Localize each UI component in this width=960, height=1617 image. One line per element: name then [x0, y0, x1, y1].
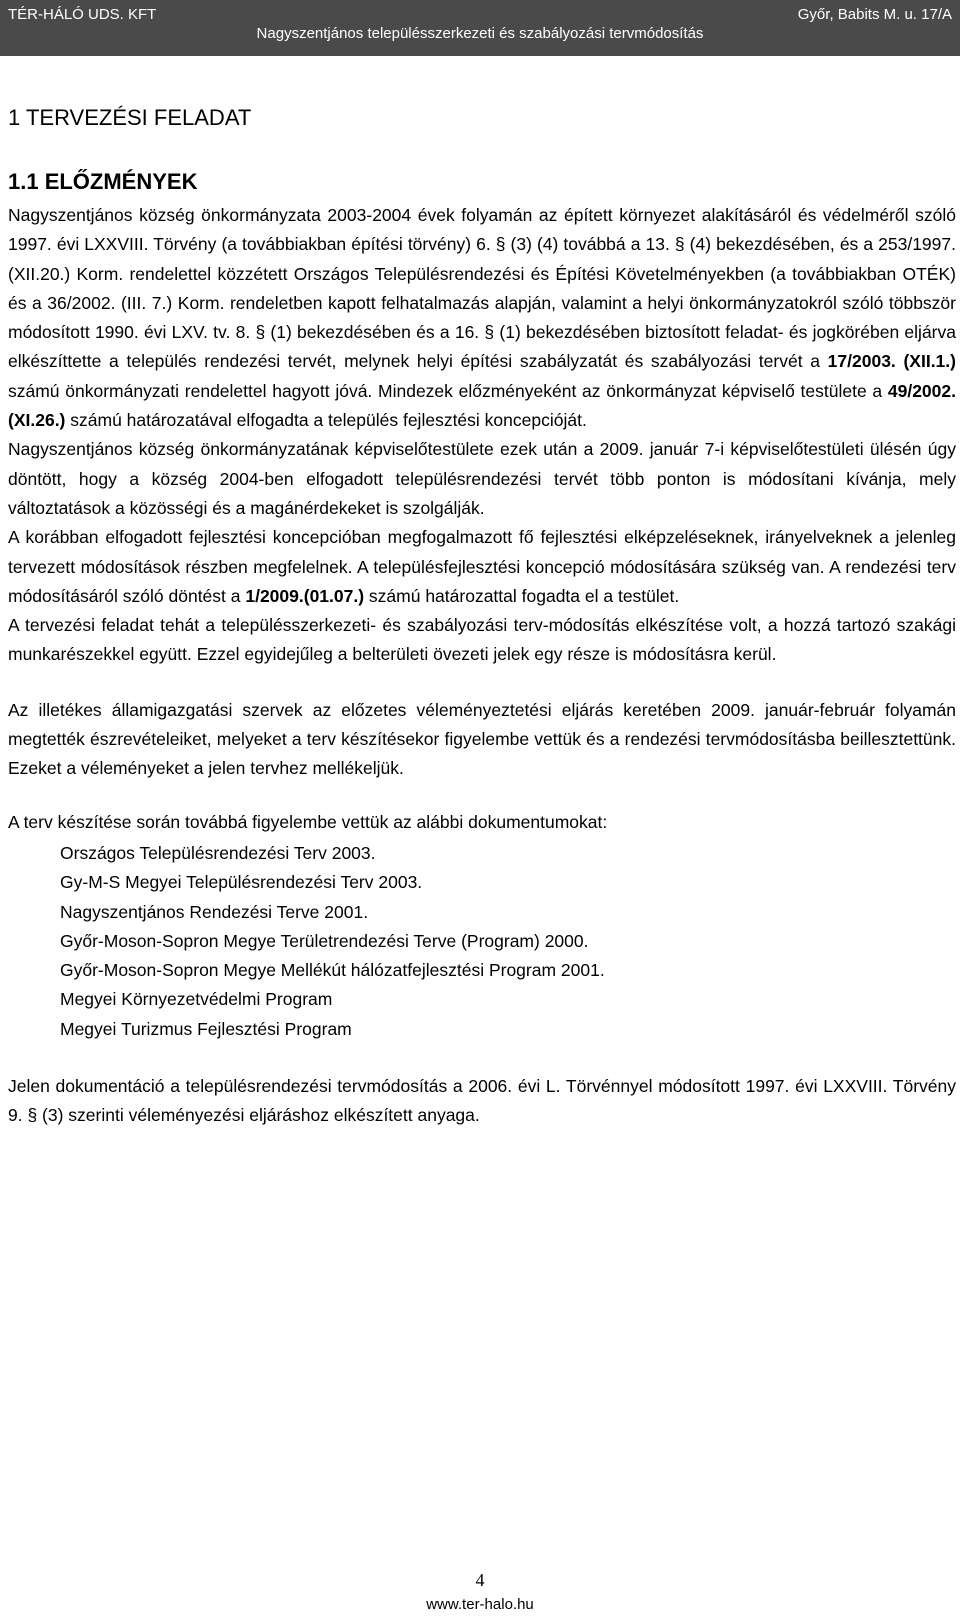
list-item: Nagyszentjános Rendezési Terve 2001.	[60, 901, 369, 922]
decision-reference: 1/2009.(01.07.)	[245, 585, 365, 606]
list-item: Gy-M-S Megyei Településrendezési Terv 2003.	[60, 872, 423, 893]
paragraph-history-end: számú határozatával elfogadta a település fejlesztési koncepcióját.	[65, 410, 587, 431]
paragraph-authorities: Az illetékes államigazgatási szervek az előzetes véleményeztetési eljárás keretében 2009. január-február folyamán megtették észrevételeiket, melyeket a terv készítésekor figyelembe vettük és a rendezési tervmódosításba beillesztettünk. Ezeket a véleményeket a jelen tervhez mellékeljük.	[8, 699, 956, 779]
subsection-heading: 1.1 ELŐZMÉNYEK	[8, 169, 198, 194]
paragraph-documentation: Jelen dokumentáció a településrendezési tervmódosítás a 2006. évi L. Törvénnyel módosított 1997. évi LXXVIII. Törvény 9. § (3) szerinti véleményezési eljáráshoz elkészített anyaga.	[8, 1076, 956, 1126]
paragraph-documents-intro: A terv készítése során továbbá figyelembe vettük az alábbi dokumentumokat:	[8, 811, 608, 832]
company-address: Győr, Babits M. u. 17/A	[797, 6, 952, 23]
page-number: 4	[475, 1570, 485, 1590]
list-item: Megyei Turizmus Fejlesztési Program	[60, 1018, 352, 1039]
paragraph-concept-text: A korábban elfogadott fejlesztési koncepcióban megfogalmazott fő fejlesztési elképzeléseknek, irányelveknek a jelenleg tervezett módosítások részben megfelelnek. A településfejlesztési koncepció módosítására szükség van. A rendezési terv módosításáról szóló döntést a	[8, 527, 956, 606]
list-item: Országos Településrendezési Terv 2003.	[60, 842, 376, 863]
paragraph-concept-end: számú határozattal fogadta el a testület.	[364, 585, 680, 606]
resolution-reference: 49/2002. (XI.26.)	[8, 380, 956, 431]
decree-reference: 17/2003. (XII.1.)	[827, 351, 956, 372]
reference-list	[60, 839, 956, 1044]
company-name: TÉR-HÁLÓ UDS. KFT	[8, 6, 157, 23]
document-body	[8, 105, 956, 1131]
section-heading: 1 TERVEZÉSI FELADAT	[8, 105, 252, 130]
paragraph-history	[8, 201, 956, 435]
document-subtitle: Nagyszentjános településszerkezeti és szabályozási tervmódosítás	[256, 25, 704, 42]
paragraph-history-middle: számú önkormányzati rendelettel hagyott jóvá. Mindezek előzményeként az önkormányzat képviselő testülete a	[8, 380, 888, 401]
page-header	[0, 0, 960, 56]
list-item: Győr-Moson-Sopron Megye Mellékút hálózatfejlesztési Program 2001.	[60, 960, 605, 981]
paragraph-decision: Nagyszentjános község önkormányzatának képviselőtestülete ezek után a 2009. január 7-i képviselőtestületi ülésén úgy döntött, hogy a község 2004-ben elfogadott településrendezési tervét több ponton is módosítani kívánja, mely változtatások a közösségi és a magánérdekeket is szolgálják.	[8, 439, 956, 518]
paragraph-task: A tervezési feladat tehát a településszerkezeti- és szabályozási terv-módosítás elkészítése volt, a hozzá tartozó szakági munkarészekkel együtt. Ezzel egyidejűleg a belterületi övezeti jelek egy része is módosításra kerül.	[8, 615, 956, 665]
list-item: Megyei Környezetvédelmi Program	[60, 989, 333, 1010]
paragraph-concept	[8, 523, 956, 611]
list-item: Győr-Moson-Sopron Megye Területrendezési Terve (Program) 2000.	[60, 930, 589, 951]
footer-website: www.ter-halo.hu	[426, 1596, 534, 1613]
paragraph-history-text: Nagyszentjános község önkormányzata 2003-2004 évek folyamán az épített környezet alakításáról és védelméről szóló 1997. évi LXXVIII. Törvény (a továbbiakban építési törvény) 6. § (3) (4) továbbá a 13. § (4) bekezdésében, és a 253/1997. (XII.20.) Korm. rendelettel közzétett Országos Településrendezési és Építési Követelményekben (a továbbiakban OTÉK) és a 36/2002. (III. 7.) Korm. rendeletben kapott felhatalmazás alapján, valamint a helyi önkormányzatokról szóló többször módosított 1990. évi LXV. tv. 8. § (1) bekezdésében és a 16. § (1) bekezdésében biztosított feladat- és jogkörében eljárva elkészíttette a település rendezési tervét, melynek helyi építési szabályzatát és szabályozási tervét a	[8, 205, 956, 372]
